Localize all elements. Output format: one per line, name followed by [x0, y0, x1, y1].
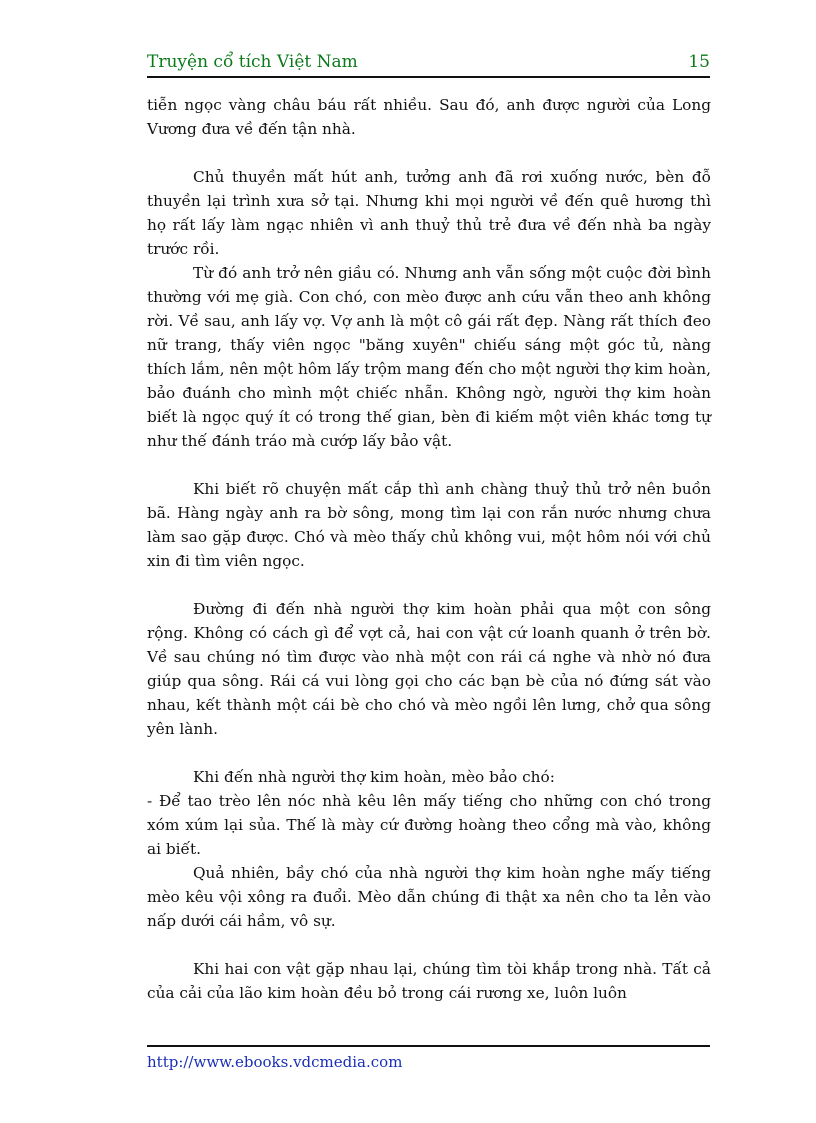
paragraph-6: Khi đến nhà người thợ kim hoàn, mèo bảo chó: — [193, 768, 555, 786]
paragraph-8: Quả nhiên, bầy chó của nhà người thợ kim hoàn nghe mấy tiếng mèo kêu vội xông ra đuổi. Mèo dẫn chúng đi thật xa nên cho ta lẻn vào nấp dưới cái hầm, vô sự. — [147, 864, 711, 930]
book-title: Truyện cổ tích Việt Nam — [147, 52, 358, 72]
paragraph-3: Từ đó anh trở nên giầu có. Nhưng anh vẫn sống một cuộc đời bình thường với mẹ già. Con chó, con mèo được anh cứu vẫn theo anh không rời. Về sau, anh lấy vợ. Vợ anh là một cô gái rất đẹp. Nàng rất thích đeo nữ trang, thấy viên ngọc "băng xuyên" chiếu sáng một góc tủ, nàng thích lắm, nên một hôm lấy trộm mang đến cho một người thợ kim hoàn, bảo đuánh cho mình một chiếc nhẫn. Không ngờ, người thợ kim hoàn biết là ngọc quý ít có trong thế gian, bèn đi kiếm một viên khác tơng tự như thế đánh tráo mà cướp lấy bảo vật. — [147, 264, 711, 450]
paragraph-9: Khi hai con vật gặp nhau lại, chúng tìm tòi khắp trong nhà. Tất cả của cải của lão kim hoàn đều bỏ trong cái rương xe, luôn luôn — [147, 960, 711, 1002]
page-body — [147, 93, 711, 1005]
paragraph-1: tiễn ngọc vàng châu báu rất nhiều. Sau đó, anh được người của Long Vương đưa về đến tận nhà. — [147, 96, 711, 138]
paragraph-5: Đường đi đến nhà người thợ kim hoàn phải qua một con sông rộng. Không có cách gì để vợt cả, hai con vật cứ loanh quanh ở trên bờ. Về sau chúng nó tìm được vào nhà một con rái cá nghe và nhờ nó đưa giúp qua sông. Rái cá vui lòng gọi cho các bạn bè của nó đứng sát vào nhau, kết thành một cái bè cho chó và mèo ngồi lên lưng, chở qua sông yên lành. — [147, 600, 711, 738]
page-footer — [147, 1045, 710, 1071]
paragraph-2: Chủ thuyền mất hút anh, tưởng anh đã rơi xuống nước, bèn đỗ thuyền lại trình xưa sở tại. Nhưng khi mọi người về đến quê hương thì họ rất lấy làm ngạc nhiên vì anh thuỷ thủ trẻ đưa về đến nhà ba ngày trước rồi. — [147, 168, 711, 258]
paragraph-4: Khi biết rõ chuyện mất cắp thì anh chàng thuỷ thủ trở nên buồn bã. Hàng ngày anh ra bờ sông, mong tìm lại con rắn nước nhưng chưa làm sao gặp được. Chó và mèo thấy chủ không vui, một hôm nói với chủ xin đi tìm viên ngọc. — [147, 480, 711, 570]
footer-url-link[interactable]: http://www.ebooks.vdcmedia.com — [147, 1053, 403, 1071]
paragraph-7: - Để tao trèo lên nóc nhà kêu lên mấy tiếng cho những con chó trong xóm xúm lại sủa. Thế là mày cứ đường hoàng theo cổng mà vào, không ai biết. — [147, 792, 711, 858]
page-header — [147, 52, 710, 78]
page-number: 15 — [688, 52, 710, 72]
